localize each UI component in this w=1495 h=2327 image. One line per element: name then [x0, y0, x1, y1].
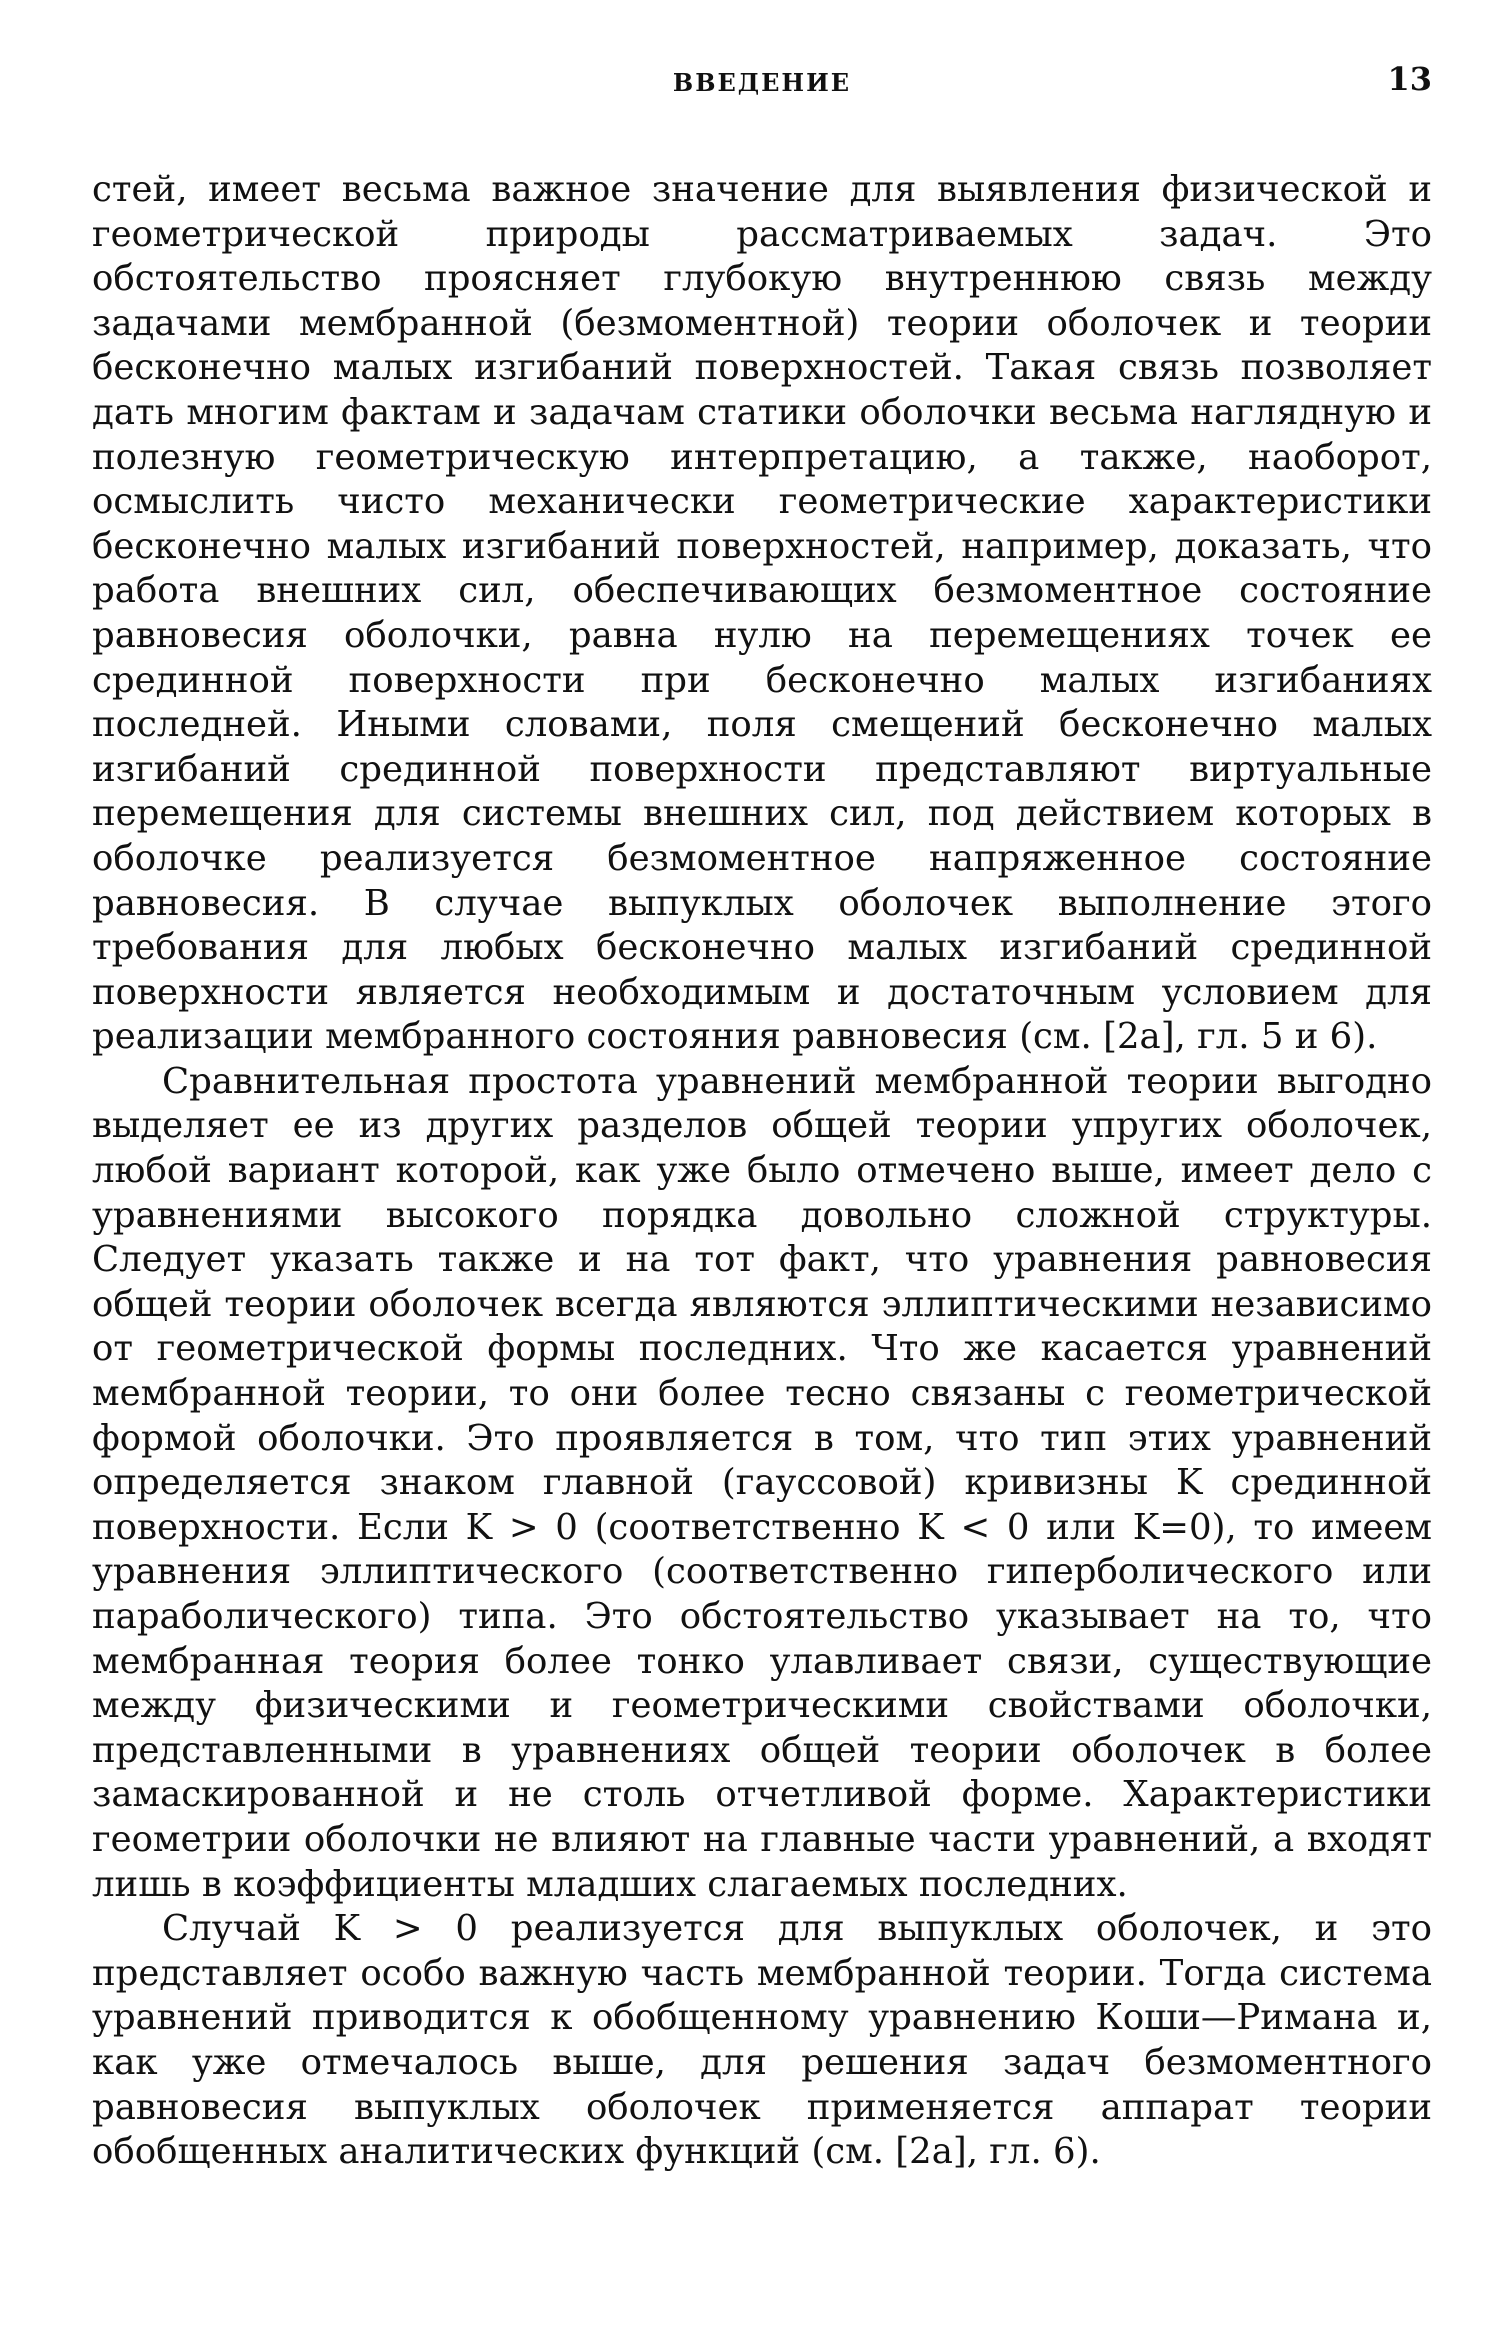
- paragraph-2: Сравнительная простота уравнений мембранной теории выгодно выделяет ее из других разделов общей теории упругих оболочек, любой вариант которой, как уже было отмечено выше, имеет дело с уравнениями высокого порядка довольно сложной структуры. Следует указать также и на тот факт, что уравнения равновесия общей теории оболочек всегда являются эллиптическими независимо от геометрической формы последних. Что же касается уравнений мембранной теории, то они более тесно связаны с геометрической формой оболочки. Это проявляется в том, что тип этих уравнений определяется знаком главной (гауссовой) кривизны K срединной поверхности. Если K > 0 (соответственно K < 0 или K=0), то имеем уравнения эллиптического (соответственно гиперболического или параболического) типа. Это обстоятельство указывает на то, что мембранная теория более тонко улавливает связи, существующие между физическими и геометрическими свойствами оболочки, представленными в уравнениях общей теории оболочек в более замаскированной и не столь отчетливой форме. Характеристики геометрии оболочки не влияют на главные части уравнений, а входят лишь в коэффициенты младших слагаемых последних.: [92, 1060, 1432, 1905]
- document-page: [92, 60, 1432, 2260]
- body-text: [92, 168, 1432, 2175]
- paragraph-3: Случай K > 0 реализуется для выпуклых оболочек, и это представляет особо важную часть мембранной теории. Тогда система уравнений приводится к обобщенному уравнению Коши—Римана и, как уже отмечалось выше, для решения задач безмоментного равновесия выпуклых оболочек применяется аппарат теории обобщенных аналитических функций (см. [2а], гл. 6).: [92, 1908, 1432, 2173]
- chapter-title: ВВЕДЕНИЕ: [672, 68, 852, 97]
- running-header: [92, 60, 1432, 120]
- paragraph-1: стей, имеет весьма важное значение для выявления физической и геометрической природы рассматриваемых задач. Это обстоятельство проясняет глубокую внутреннюю связь между задачами мембранной (безмоментной) теории оболочек и теории бесконечно малых изгибаний поверхностей. Такая связь позволяет дать многим фактам и задачам статики оболочки весьма наглядную и полезную геометрическую интерпретацию, а также, наоборот, осмыслить чисто механически геометрические характеристики бесконечно малых изгибаний поверхностей, например, доказать, что работа внешних сил, обеспечивающих безмоментное состояние равновесия оболочки, равна нулю на перемещениях точек ее срединной поверхности при бесконечно малых изгибаниях последней. Иными словами, поля смещений бесконечно малых изгибаний срединной поверхности представляют виртуальные перемещения для системы внешних сил, под действием которых в оболочке реализуется безмоментное напряженное состояние равновесия. В случае выпуклых оболочек выполнение этого требования для любых бесконечно малых изгибаний срединной поверхности является необходимым и достаточным условием для реализации мембранного состояния равновесия (см. [2а], гл. 5 и 6).: [92, 169, 1432, 1058]
- page-number: 13: [1387, 60, 1432, 98]
